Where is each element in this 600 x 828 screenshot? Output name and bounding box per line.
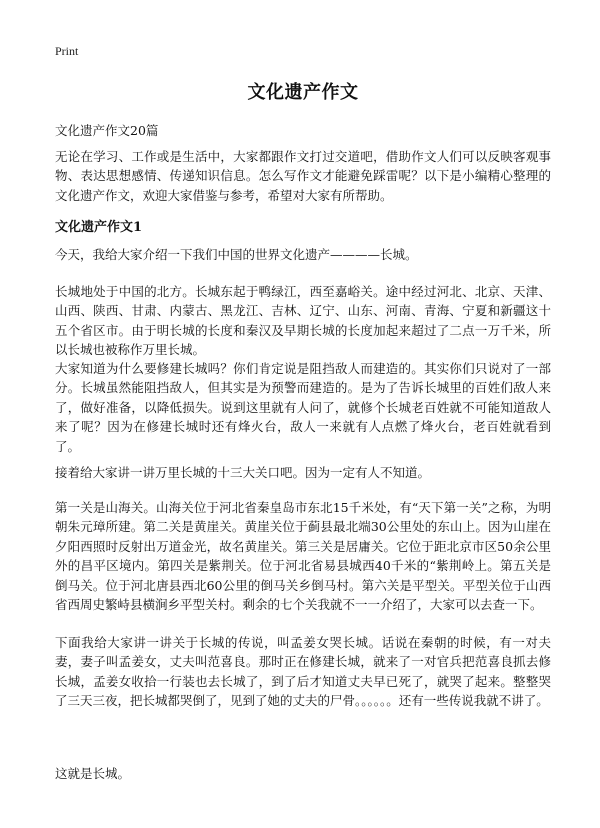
paragraph-7: 这就是长城。: [55, 766, 131, 781]
paragraph-5: 第一关是山海关。山海关位于河北省秦皇岛市东北15千米处，有“天下第一关”之称，为明朝朱元璋所建。第二关是黄崖关。黄崖关位于蓟县最北端30公里处的东山上。因为山崖在夕阳西照时反射出万道金光，故名黄崖关。第三关是居庸关。它位于距北京市区50余公里外的昌平区境内。第四关是紫荆关。位于河北省易县城西40千米的“紫荆岭上。第五关是倒马关。位于河北唐县西北60公里的倒马关乡倒马村。第六关是平型关。平型关位于山西省西周史繁峙县横涧乡平型关村。剩余的七个关我就不一一介绍了，大家可以去查一下。: [55, 500, 551, 613]
paragraph-4: 接着给大家讲一讲万里长城的十三大关口吧。因为一定有人不知道。: [55, 465, 431, 480]
section-heading: 文化遗产作文1: [55, 220, 143, 235]
document-subtitle: 文化遗产作文20篇: [55, 123, 159, 138]
paragraph-1: 今天，我给大家介绍一下我们中国的世界文化遗产————长城。: [55, 247, 418, 262]
page-title: 文化遗产作文: [247, 82, 359, 103]
intro-paragraph: 无论在学习、工作或是生活中，大家都跟作文打过交道吧，借助作文人们可以反映客观事物、表达思想感情、传递知识信息。怎么写作文才能避免踩雷呢？以下是小编精心整理的文化遗产作文，欢迎大家借鉴与参考，希望对大家有所帮助。: [55, 149, 551, 203]
paragraph-2: 长城地处于中国的北方。长城东起于鸭绿江，西至嘉峪关。途中经过河北、北京、天津、山西、陕西、甘肃、内蒙古、黑龙江、吉林、辽宁、山东、河南、青海、宁夏和新疆这十五个省区市。由于明长城的长度和秦汉及早期长城的长度加起来超过了二点一万千米，所以长城也被称作万里长城。: [55, 284, 551, 358]
print-link[interactable]: Print: [55, 44, 79, 58]
paragraph-3: 大家知道为什么要修建长城吗？你们肯定说是阻挡敌人而建造的。其实你们只说对了一部分。长城虽然能阻挡敌人，但其实是为预警而建造的。是为了告诉长城里的百姓们敌人来了，做好准备，以降低损失。说到这里就有人问了，就修个长城老百姓就不可能知道敌人来了呢？因为在修建长城时还有烽火台，敌人一来就有人点燃了烽火台，老百姓就看到了。: [55, 361, 551, 454]
paragraph-6: 下面我给大家讲一讲关于长城的传说，叫孟姜女哭长城。话说在秦朝的时候，有一对夫妻，妻子叫孟姜女，丈夫叫范喜良。那时正在修建长城，就来了一对官兵把范喜良抓去修长城，孟姜女收拾一行装也去长城了，到了后才知道丈夫早已死了，就哭了起来。整整哭了三天三夜，把长城都哭倒了，见到了她的丈夫的尸骨。。。。。。还有一些传说我就不讲了。: [55, 635, 551, 709]
